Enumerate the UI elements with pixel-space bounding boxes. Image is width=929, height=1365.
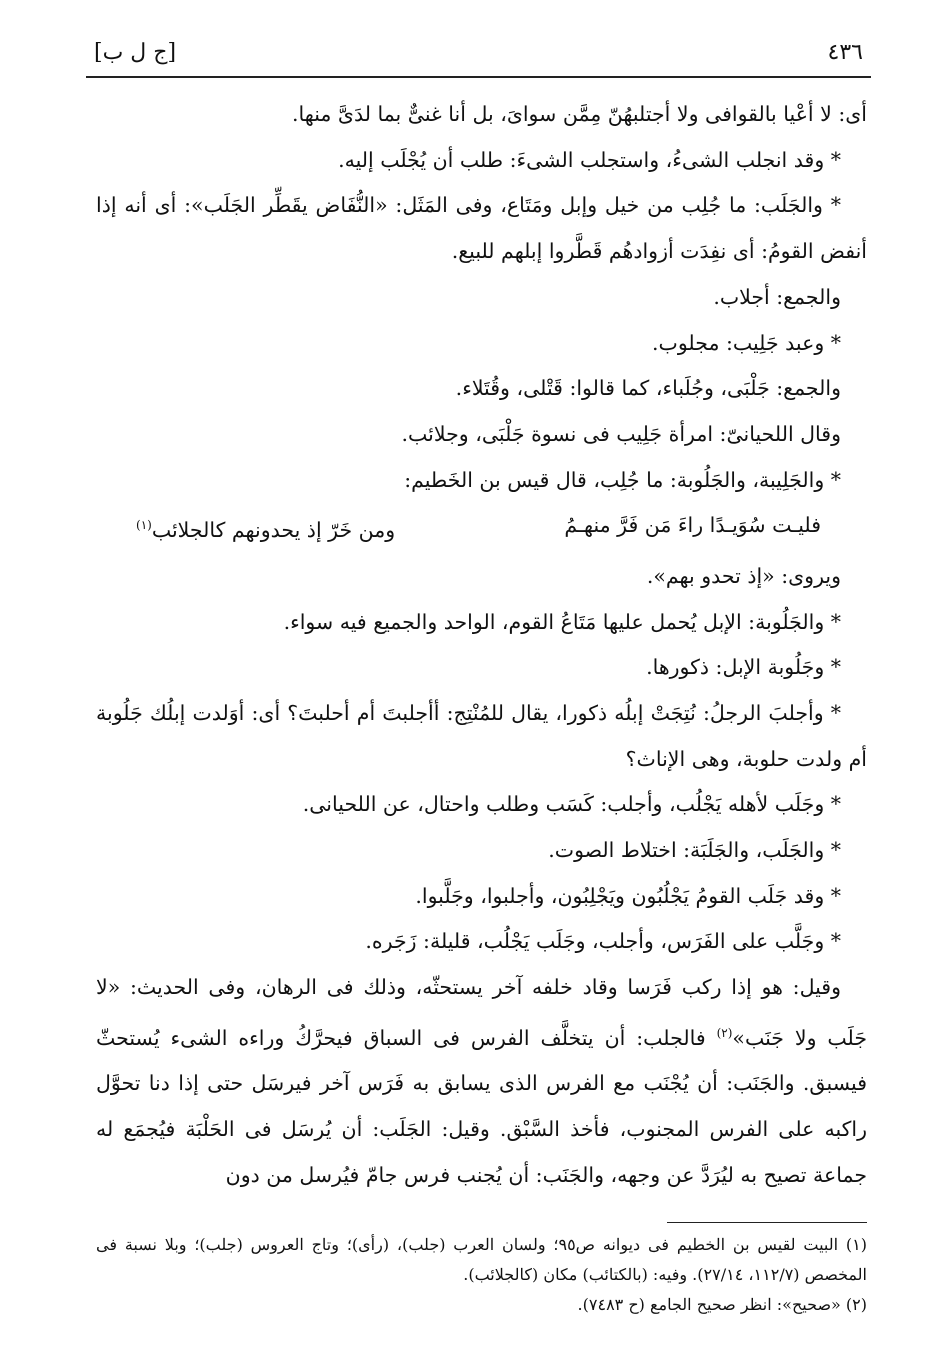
footnote-reference: (٢) <box>716 1025 733 1040</box>
paragraph: أى: لا أعْيا بالقوافى ولا أجتلبهُنّ مِمَّن سواىَ، بل أنا غنىٌّ بما لدَىَّ منها. <box>292 102 867 126</box>
poetry-verse <box>96 503 867 554</box>
page-number: ٤٣٦ <box>827 40 863 65</box>
paragraph: * وجَلَّب على الفَرَس، وأجلب، وجَلَب يَجْلُب، قليلة: زَجَره. <box>365 929 841 954</box>
paragraph: * وقد جَلَب القومُ يَجْلُبُون ويَجْلِبُون، وأجلبوا، وجَلَّبوا. <box>415 883 841 908</box>
main-text <box>96 92 867 1199</box>
paragraph: * وجَلَب لأهله يَجْلُب، وأجلب: كَسَب وطلب واحتال، عن اللحيانى. <box>302 792 841 817</box>
footnotes <box>96 1230 867 1320</box>
paragraph: * وقد انجلب الشىءُ، واستجلب الشىءَ: طلب أن يُجْلَب إليه. <box>338 147 841 172</box>
paragraph: * وعبد جَلِيب: مجلوب. <box>652 330 841 355</box>
footnote-reference: (١) <box>136 518 152 533</box>
footnote: (٢) «صحيح»: انظر صحيح الجامع (ح ٧٤٨٣). <box>577 1295 867 1314</box>
paragraph: * والجَلَب، والجَلَبَة: اختلاط الصوت. <box>548 838 841 863</box>
paragraph: وقال اللحيانىّ: امرأة جَلِيب فى نسوة جَلْبَى، وجلائب. <box>401 421 841 446</box>
paragraph: والجمع: جَلْبَى، وجُلَباء، كما قالوا: قَتْلى، وقُتَلاء. <box>455 376 841 401</box>
footnote-divider <box>667 1222 867 1223</box>
footnote: (١) البيت لقيس بن الخطيم فى ديوانه ص٩٥؛ ولسان العرب (جلب)، (رأى)؛ وتاج العروس (جلب)؛ وبلا نسبة فى المخصص (١١٢/٧، ٢٧/١٤). وفيه: (بالكتائب) مكان (كالجلائب). <box>96 1235 867 1284</box>
root-label: [ج ل ب] <box>94 40 177 65</box>
paragraph: * وأجلبَ الرجلُ: نُتِجَتْ إبلُه ذكورا، يقال للمُنْتِج: أأجلبتَ أم أحلبتَ؟ أى: أوَلدت إبلُك جَلُوبة أم ولدت حلوبة، وهى الإناث؟ <box>96 700 867 771</box>
paragraph: * والجَلُوبة: الإبل يُحمل عليها مَتَاعُ القوم، الواحد والجميع فيه سواء. <box>283 609 841 634</box>
paragraph: * والجَلَب: ما جُلِب من خيل وإبل ومَتَاع، وفى المَثَل: «النُّفَاض يقَطِّر الجَلَب»: أى أنه إذا أنفض القومُ: أى نفِدَت أزوادهُم قَطَّروا إبلهم للبيع. <box>96 193 867 264</box>
page-header <box>86 36 871 70</box>
verse-first-hemistich: فليـت سُوَيـدًا راءَ مَن فَرَّ منهـمُ <box>564 513 821 538</box>
header-divider <box>86 76 871 78</box>
paragraph: وقيل: هو إذا ركب فَرَسا وقاد خلفه آخر يستحثّه، وذلك فى الرهان، وفى الحديث: «لا جَلَب ولا جَنَب»$^{(٢)}$ فالجلب: أن يتخلَّف الفرس فى السباق فيحرَّكُ وراءه الشىء يُستحثّ فيسبق. والجَنَب: أن يُجْنَب مع الفرس الذى يسابق به فَرَس آخر فيرسَل حتى إذا دنا تحوَّل راكبه على الفرس المجنوب، فأخذ السَّبْق. وقيل: الجَلَب: أن يُرسَل فى الحَلْبَة فيُجمَع له جماعة تصيح به ليُرَدَّ عن وجهه، والجَنَب: أن يُجنب فرس جامّ فيُرسل من دون <box>96 975 868 1187</box>
paragraph: * وجَلُوبة الإبل: ذكورها. <box>646 655 841 680</box>
paragraph: * والجَلِيبة، والجَلُوبة: ما جُلِب، قال قيس بن الخَطيم: <box>404 467 841 492</box>
paragraph: والجمع: أجلاب. <box>713 284 841 309</box>
paragraph: ويروى: «إذ تحدو بهم». <box>646 563 841 588</box>
verse-second-hemistich: ومن خَرّ إذ يحدونهم كالجلائب$^{(١)}$ <box>136 518 396 543</box>
